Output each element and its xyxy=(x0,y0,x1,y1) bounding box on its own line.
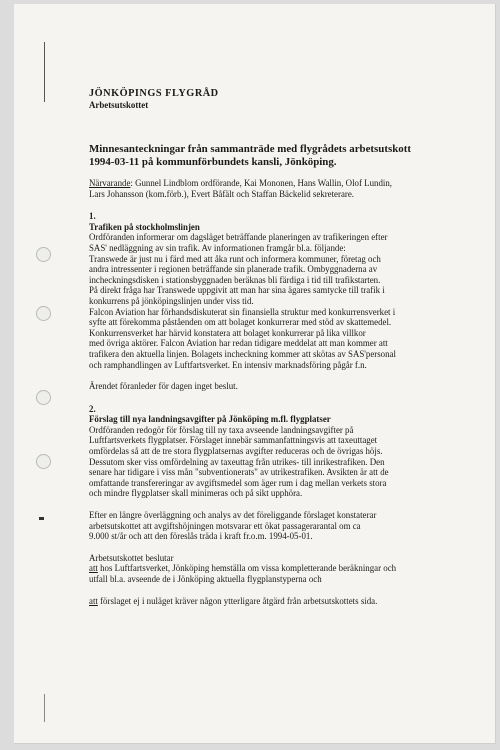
attendance-line xyxy=(89,178,419,189)
body-line: Dessutom sker viss omfördelning av taxeuttag från utrikes- till inrikestrafiken. Den xyxy=(89,456,385,467)
section-title: Trafiken på stockholmslinjen xyxy=(89,221,200,232)
decision-item xyxy=(89,596,419,607)
section-number: 1. xyxy=(89,211,96,222)
punch-hole xyxy=(36,306,51,321)
section-body xyxy=(89,232,419,370)
attendance-line: Lars Johansson (kom.förb.), Evert Båfält och Staffan Bäckelid sekreterare. xyxy=(89,188,355,199)
committee-name: Arbetsutskottet xyxy=(89,100,149,110)
body-line: arbetsutskottet att avgiftshöjningen motsvarar ett ökat passagerarantal om ca xyxy=(89,520,361,531)
body-line: SAS' nedläggning av sin trafik. Av informationen framgår bl.a. följande: xyxy=(89,242,346,253)
section-number: 2. xyxy=(89,403,96,414)
attendance-names: : Gunnel Lindblom ordförande, Kai Mononen, Hans Wallin, Olof Lundin, xyxy=(130,178,393,188)
body-line: konkurrens på jönköpingslinjen under viss tid. xyxy=(89,295,254,306)
body-line: Ordföranden redogör för förslag till ny taxa avseende landningsavgifter på xyxy=(89,424,354,435)
document-body xyxy=(89,88,419,606)
body-line: och mindre flygplatser skall minimeras och på sikt upphöra. xyxy=(89,488,303,499)
body-line: Efter en längre överläggning och analys av det föreliggande förslaget konstaterar xyxy=(89,510,377,521)
body-line: På direkt fråga har Transwede uppgivit att man har sina ägares samtycke till trafik i xyxy=(89,285,385,296)
att-keyword: att xyxy=(89,563,98,574)
decision-intro: Arbetsutskottet beslutar xyxy=(89,552,174,563)
body-line xyxy=(89,563,419,574)
title-line: Minnesanteckningar från sammanträde med flygrådets arbetsutskott xyxy=(89,143,411,155)
document-title xyxy=(89,143,419,169)
punch-hole xyxy=(36,247,51,262)
body-line: omfattande transfereringar av avgiftsmedel som äger rum i dag mellan verkets stora xyxy=(89,477,387,488)
decision-item xyxy=(89,563,419,584)
punch-hole xyxy=(36,390,51,405)
attendance-label: Närvarande xyxy=(89,178,131,188)
title-line: 1994-03-11 på kommunförbundets kansli, Jönköping. xyxy=(89,156,337,168)
attendance xyxy=(89,178,419,199)
section-body xyxy=(89,425,419,499)
body-line: Ordföranden informerar om dagsläget beträffande planeringen av trafikeringen efter xyxy=(89,232,388,243)
body-line: andra intressenter i regionen beträffande sin planerade trafik. Ombyggnaderna av xyxy=(89,264,378,275)
body-line: utfall bl.a. avseende de i Jönköping aktuella flygplanstyperna och xyxy=(89,574,322,584)
decision-text: hos Luftfartsverket, Jönköping hemställa om vissa kompletterande beräkningar och xyxy=(97,563,397,574)
body-line: trafikera den aktuella linjen. Bolagets incheckning kommer att skötas av SAS'personal xyxy=(89,348,396,359)
body-line: 9.000 st/år och att den föreslås träda i kraft fr.o.m. 1994-05-01. xyxy=(89,531,313,542)
body-line: Falcon Aviation har förhandsdiskuterat sin finansiella struktur med konkurrensverket i xyxy=(89,306,396,317)
analysis-paragraph xyxy=(89,510,419,542)
margin-speck xyxy=(39,517,44,520)
margin-mark-bottom xyxy=(44,694,45,722)
body-line xyxy=(89,596,419,607)
body-line: med övriga aktörer. Falcon Aviation har redan tidigare meddelat att man kommer att xyxy=(89,338,388,349)
margin-mark-top xyxy=(44,42,45,102)
body-line: senare har tidigare i viss mån "subventionerats" av utrikestrafiken. Avsikten är att de xyxy=(89,467,389,478)
body-line: omfördelas så att de tre stora flygplatsernas avgifter reduceras och de övrigas höjs. xyxy=(89,446,383,457)
decision-text: förslaget ej i nuläget kräver någon ytterligare åtgärd från arbetsutskottets sida. xyxy=(97,595,378,606)
org-name: JÖNKÖPINGS FLYGRÅD xyxy=(89,88,219,99)
body-line: Luftfartsverkets flygplatser. Förslaget innebär sammanfattningsvis att taxeuttaget xyxy=(89,435,378,446)
body-line: Transwede är just nu i färd med att åka runt och informera kommuner, företag och xyxy=(89,253,381,264)
body-line: Konkurrensverket har härvid konstatera att bolaget konkurrerar på lika villkor xyxy=(89,327,366,338)
body-line: syfte att förekomma påståenden om att bolaget konkurrerar med stöd av skattemedel. xyxy=(89,317,392,328)
body-line: incheckningsdisken i stationsbyggnaden beräknas bli färdiga i tid till trafikstarten. xyxy=(89,274,381,285)
punch-hole xyxy=(36,454,51,469)
att-keyword: att xyxy=(89,595,98,606)
section-conclusion: Ärendet föranleder för dagen inget beslut. xyxy=(89,381,238,392)
body-line: och ramphandlingen av Luftfartsverket. En intensiv marknadsföring pågår f.n. xyxy=(89,359,367,370)
section-title: Förslag till nya landningsavgifter på Jönköping m.fl. flygplatser xyxy=(89,414,331,425)
